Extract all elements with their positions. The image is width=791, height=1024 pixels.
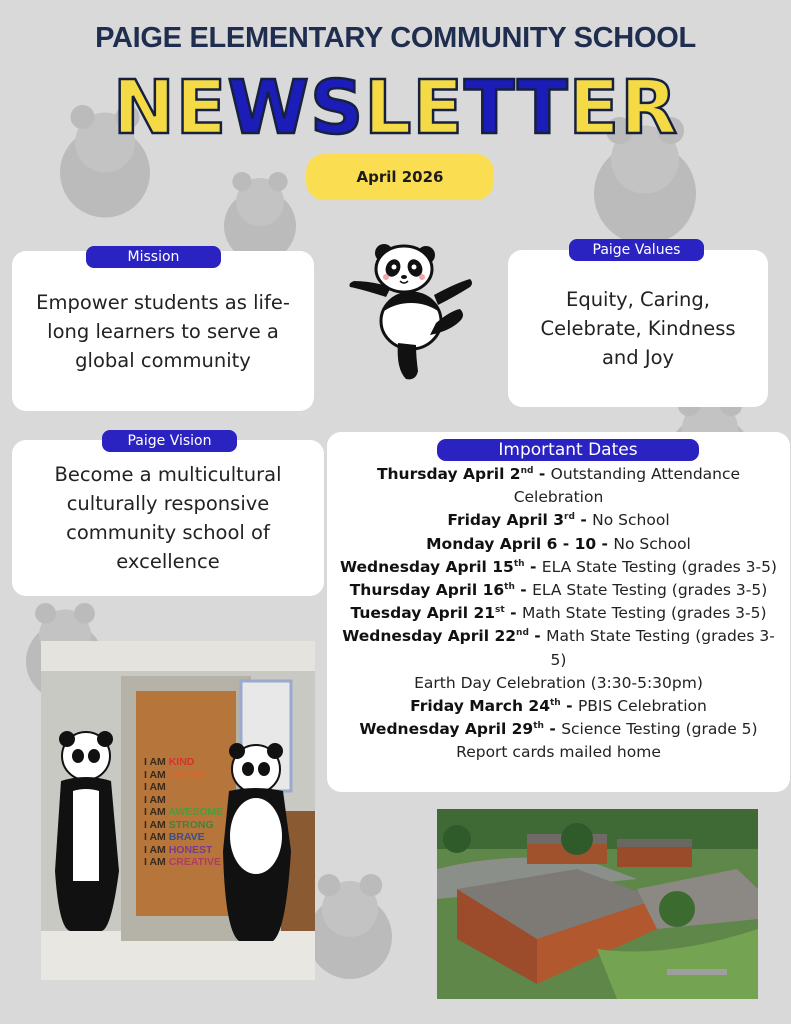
date-ordinal: nd [516,628,529,639]
affirmation-prefix: I AM [144,756,166,768]
date-ordinal: th [513,558,525,569]
affirmation-prefix: I AM [144,818,166,831]
date-separator: - [574,511,593,530]
important-date-item [327,533,790,556]
important-date-item [327,602,790,625]
date-separator: - [528,627,547,646]
newsletter-headline [0,66,791,150]
important-date-item [327,579,790,602]
headline-letter: R [620,65,679,151]
important-date-item [327,672,790,695]
aerial-school-photo [437,809,758,999]
date-separator: - [514,581,533,600]
mission-text: Empower students as life-long learners to serve a global community [36,290,290,372]
date-ordinal: rd [564,512,575,523]
important-dates-list [327,463,790,765]
date-ordinal: st [495,605,505,616]
door-affirmation-line [144,844,223,857]
date-separator: - [543,720,562,739]
affirmation-word: STRONG [168,818,214,831]
important-date-item [327,556,790,579]
headline-letter: S [309,65,365,151]
date-event: Report cards mailed home [456,743,661,762]
important-date-item [327,509,790,532]
date-event: No School [613,534,691,553]
important-dates-label: Important Dates [437,439,699,461]
door-affirmation-line [144,806,223,819]
vision-label: Paige Vision [102,430,237,452]
values-card [508,250,768,407]
date-event: ELA State Testing (grades 3-5) [541,557,777,576]
headline-letter: E [568,65,621,151]
date-event: ELA State Testing (grades 3-5) [532,581,768,600]
headline-letter: W [227,65,310,151]
affirmation-word: CREATIVE [168,856,222,868]
affirmation-word: LOVED [168,768,205,781]
values-label: Paige Values [569,239,704,261]
mission-label: Mission [86,246,221,268]
important-date-item [327,695,790,718]
affirmation-prefix: I AM [144,793,166,806]
headline-letter: N [112,65,176,151]
door-affirmation-line [144,856,223,869]
affirmation-word: AWESOME [168,806,224,818]
date-ordinal: th [504,581,515,592]
headline-letter: E [175,65,228,151]
vision-card [12,440,324,596]
date-day: Tuesday April 21 [350,604,496,623]
values-text: Equity, Caring, Celebrate, Kindness and Joy [540,288,736,369]
date-day: Friday April 3 [447,511,565,530]
door-affirmation-line [144,756,223,769]
affirmation-prefix: I AM [144,856,166,868]
affirmation-word: HONEST [168,843,213,856]
date-event: No School [592,511,670,530]
date-day: Thursday April 16 [349,581,505,600]
date-ordinal: th [549,697,561,708]
date-day: Friday March 24 [410,697,550,716]
affirmation-prefix: I AM [144,831,166,843]
important-date-item [327,625,790,671]
headline-letter: T [463,65,518,151]
door-affirmation-line [144,819,223,832]
date-event: PBIS Celebration [577,697,707,716]
date-day: Wednesday April 22 [342,627,517,646]
door-affirmation-line [144,831,223,844]
affirmation-prefix: I AM [144,806,166,818]
affirmation-prefix: I AM [144,843,166,856]
date-separator: - [533,465,551,483]
date-ordinal: nd [520,465,534,476]
date-day: Wednesday April 29 [359,720,534,739]
date-separator: - [560,697,578,716]
date-event: Outstanding Attendance Celebration [513,465,741,507]
date-event: Math State Testing (grades 3-5) [546,627,775,669]
date-event: Math State Testing (grades 3-5) [521,604,767,623]
affirmation-prefix: I AM [144,781,166,793]
issue-date-badge: April 2026 [306,154,494,200]
date-event: Earth Day Celebration (3:30-5:30pm) [414,673,703,692]
important-date-item [327,718,790,741]
door-affirmation-line [144,794,223,807]
important-date-item [327,741,790,764]
date-day: Thursday April 2 [376,465,521,483]
date-event: Science Testing (grade 5) [561,720,758,739]
affirmation-word: BRAVE [168,831,205,843]
date-ordinal: th [533,721,544,732]
headline-letter: L [364,65,413,151]
door-affirmations [144,756,223,869]
mission-card [12,251,314,411]
door-affirmation-line [144,769,223,782]
date-day: Monday April 6 - 10 [426,534,597,553]
affirmation-word: KIND [168,756,195,768]
headline-letter: E [412,65,464,151]
aerial-school-illustration [437,809,758,999]
door-affirmation-line [144,781,223,794]
affirmation-prefix: I AM [144,768,166,781]
school-name: PAIGE ELEMENTARY COMMUNITY SCHOOL [95,22,696,54]
date-separator: - [504,604,522,623]
panda-mascot-icon [346,239,476,381]
mascots-photo [41,641,315,980]
date-separator: - [524,557,542,576]
date-day: Wednesday April 15 [340,557,514,576]
important-date-item [327,463,790,509]
headline-letter: T [517,65,569,151]
important-dates-card [327,432,790,792]
date-separator: - [596,534,614,553]
vision-text: Become a multicultural culturally responsive community school of excellence [54,463,282,573]
